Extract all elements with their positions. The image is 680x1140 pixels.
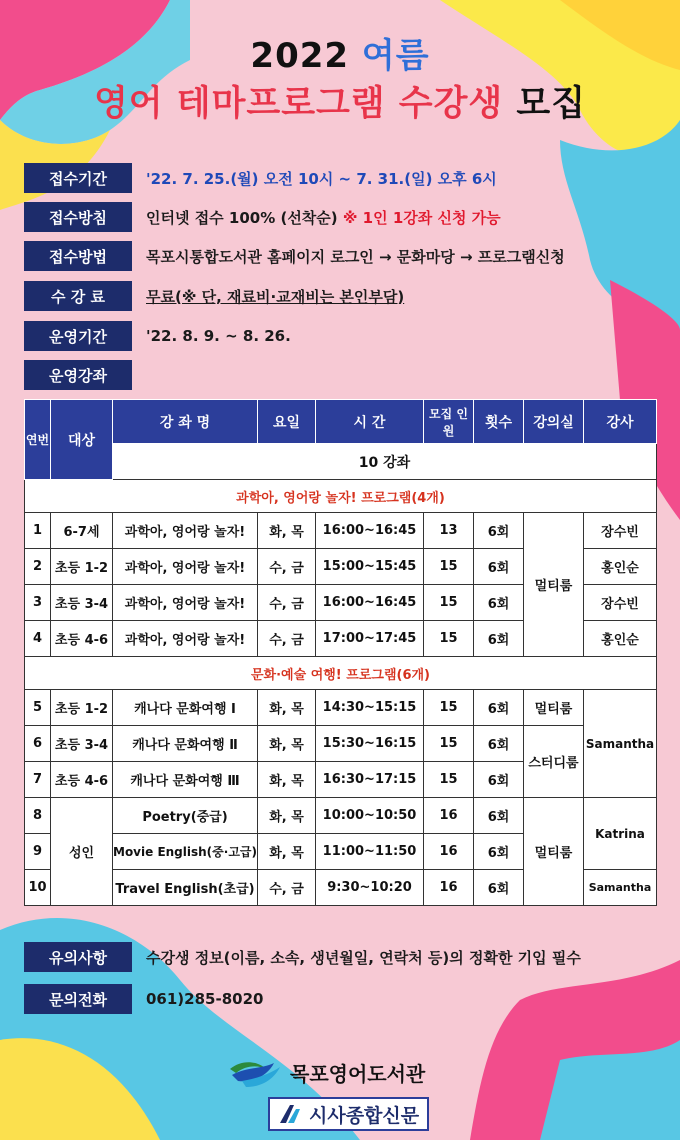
cell-time: 15:00~15:45	[316, 549, 424, 585]
label-contact: 문의전화	[24, 984, 132, 1014]
cell-name: Travel English(초급)	[113, 870, 258, 906]
cell-day: 화, 목	[258, 690, 316, 726]
info-row-method	[24, 202, 501, 232]
cell-day: 수, 금	[258, 621, 316, 657]
cell-room: 멀티룸	[524, 798, 584, 906]
cell-teacher: 장수빈	[584, 513, 657, 549]
cell-teacher: 장수빈	[584, 585, 657, 621]
notes-row-caution	[24, 942, 581, 972]
value-how: 목포시통합도서관 홈페이지 로그인 → 문화마당 → 프로그램신청	[146, 247, 565, 266]
section-title-science: 과학아, 영어랑 놀자! 프로그램(4개)	[25, 480, 657, 513]
section-title-culture: 문화·예술 여행! 프로그램(6개)	[25, 657, 657, 690]
header-room: 강의실	[524, 400, 584, 444]
cell-capacity: 16	[424, 798, 474, 834]
title-main: 영어 테마프로그램 수강생 모집	[93, 84, 587, 124]
cell-no: 6	[25, 726, 51, 762]
label-caution: 유의사항	[24, 942, 132, 972]
label-fee: 수 강 료	[24, 281, 132, 311]
cell-day: 수, 금	[258, 585, 316, 621]
cell-time: 16:00~16:45	[316, 513, 424, 549]
cell-name: Poetry(중급)	[113, 798, 258, 834]
cell-name: 캐나다 문화여행 Ⅱ	[113, 726, 258, 762]
cell-room: 멀티룸	[524, 690, 584, 726]
header-name: 강 좌 명	[113, 400, 258, 444]
cell-target: 초등 3-4	[51, 585, 113, 621]
header-count: 횟수	[474, 400, 524, 444]
cell-no: 9	[25, 834, 51, 870]
cell-time: 16:00~16:45	[316, 585, 424, 621]
cell-room: 스터디룸	[524, 726, 584, 798]
cell-time: 11:00~11:50	[316, 834, 424, 870]
cell-day: 화, 목	[258, 834, 316, 870]
value-run-period: '22. 8. 9. ~ 8. 26.	[146, 327, 291, 345]
cell-no: 10	[25, 870, 51, 906]
wave-logo-icon	[228, 1055, 282, 1089]
schedule-table	[24, 399, 657, 906]
value-period: '22. 7. 25.(월) 오전 10시 ~ 7. 31.(일) 오후 6시	[146, 169, 497, 188]
cell-count: 6회	[474, 549, 524, 585]
cell-target: 초등 4-6	[51, 762, 113, 798]
header-teacher: 강사	[584, 400, 657, 444]
cell-name: 과학아, 영어랑 놀자!	[113, 621, 258, 657]
cell-capacity: 16	[424, 870, 474, 906]
info-row-courses	[24, 360, 132, 390]
header-no: 연번	[25, 400, 51, 480]
table-row	[25, 726, 657, 762]
watermark-badge	[268, 1097, 429, 1131]
info-row-how	[24, 241, 565, 271]
section-row	[25, 657, 657, 690]
cell-count: 6회	[474, 870, 524, 906]
table-total-row	[25, 444, 657, 480]
cell-count: 6회	[474, 621, 524, 657]
cell-day: 화, 목	[258, 513, 316, 549]
cell-capacity: 15	[424, 690, 474, 726]
cell-time: 15:30~16:15	[316, 726, 424, 762]
cell-day: 수, 금	[258, 549, 316, 585]
header-capacity: 모집 인원	[424, 400, 474, 444]
cell-teacher: Samantha	[584, 690, 657, 798]
cell-target: 초등 1-2	[51, 690, 113, 726]
cell-capacity: 15	[424, 726, 474, 762]
cell-capacity: 15	[424, 585, 474, 621]
value-method: 인터넷 접수 100% (선착순) ※ 1인 1강좌 신청 가능	[146, 208, 501, 227]
cell-name: 캐나다 문화여행 Ⅰ	[113, 690, 258, 726]
table-row	[25, 513, 657, 549]
cell-time: 16:30~17:15	[316, 762, 424, 798]
total-courses: 10 강좌	[113, 444, 657, 480]
table-header-row	[25, 400, 657, 444]
cell-target: 초등 1-2	[51, 549, 113, 585]
cell-target: 초등 3-4	[51, 726, 113, 762]
info-row-run-period	[24, 321, 291, 351]
cell-day: 수, 금	[258, 870, 316, 906]
cell-count: 6회	[474, 513, 524, 549]
newspaper-logo-icon	[278, 1103, 304, 1125]
label-method: 접수방침	[24, 202, 132, 232]
cell-name: 과학아, 영어랑 놀자!	[113, 513, 258, 549]
cell-time: 17:00~17:45	[316, 621, 424, 657]
info-row-fee	[24, 281, 404, 311]
label-run-period: 운영기간	[24, 321, 132, 351]
value-fee: 무료(※ 단, 재료비·교재비는 본인부담)	[146, 287, 405, 306]
cell-no: 7	[25, 762, 51, 798]
label-period: 접수기간	[24, 163, 132, 193]
cell-capacity: 15	[424, 549, 474, 585]
notes-row-contact	[24, 984, 263, 1014]
cell-name: 과학아, 영어랑 놀자!	[113, 549, 258, 585]
cell-capacity: 15	[424, 621, 474, 657]
cell-capacity: 13	[424, 513, 474, 549]
cell-name: Movie English(중·고급)	[113, 834, 258, 870]
cell-no: 3	[25, 585, 51, 621]
value-caution: 수강생 정보(이름, 소속, 생년월일, 연락처 등)의 정확한 기입 필수	[146, 948, 581, 967]
cell-target: 초등 4-6	[51, 621, 113, 657]
cell-day: 화, 목	[258, 726, 316, 762]
cell-no: 1	[25, 513, 51, 549]
header-target: 대상	[51, 400, 113, 480]
cell-teacher: 홍인순	[584, 621, 657, 657]
cell-target: 6-7세	[51, 513, 113, 549]
cell-no: 5	[25, 690, 51, 726]
cell-time: 10:00~10:50	[316, 798, 424, 834]
cell-no: 4	[25, 621, 51, 657]
label-how: 접수방법	[24, 241, 132, 271]
cell-teacher: Samantha	[584, 870, 657, 906]
cell-name: 캐나다 문화여행 Ⅲ	[113, 762, 258, 798]
cell-count: 6회	[474, 762, 524, 798]
title-year: 2022 여름	[250, 36, 430, 76]
label-courses: 운영강좌	[24, 360, 132, 390]
cell-teacher: Katrina	[584, 798, 657, 870]
table-row	[25, 690, 657, 726]
info-row-period	[24, 163, 497, 193]
cell-count: 6회	[474, 798, 524, 834]
cell-time: 9:30~10:20	[316, 870, 424, 906]
header-time: 시 간	[316, 400, 424, 444]
cell-time: 14:30~15:15	[316, 690, 424, 726]
cell-count: 6회	[474, 834, 524, 870]
watermark-text: 시사종합신문	[309, 1104, 420, 1127]
cell-room: 멀티룸	[524, 513, 584, 657]
cell-day: 화, 목	[258, 798, 316, 834]
cell-no: 2	[25, 549, 51, 585]
cell-target: 성인	[51, 798, 113, 906]
value-contact: 061)285-8020	[146, 990, 264, 1008]
cell-capacity: 15	[424, 762, 474, 798]
cell-teacher: 홍인순	[584, 549, 657, 585]
cell-count: 6회	[474, 726, 524, 762]
cell-capacity: 16	[424, 834, 474, 870]
cell-day: 화, 목	[258, 762, 316, 798]
cell-no: 8	[25, 798, 51, 834]
cell-name: 과학아, 영어랑 놀자!	[113, 585, 258, 621]
library-name: 목포영어도서관	[290, 1061, 426, 1086]
section-row	[25, 480, 657, 513]
cell-count: 6회	[474, 585, 524, 621]
cell-count: 6회	[474, 690, 524, 726]
table-row	[25, 798, 657, 834]
library-logo	[228, 1055, 425, 1089]
header-day: 요일	[258, 400, 316, 444]
